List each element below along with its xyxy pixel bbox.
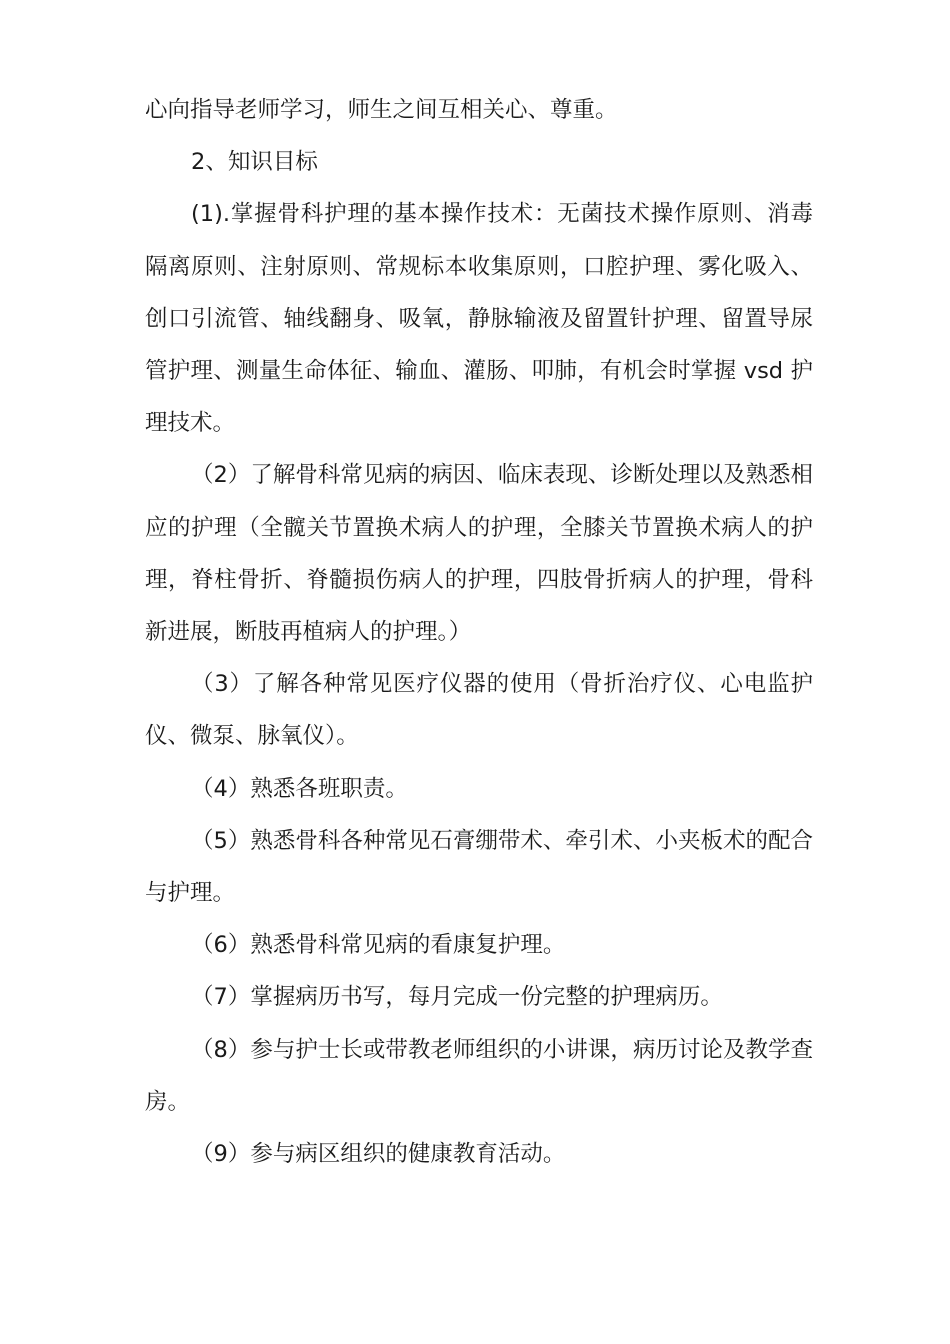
paragraph-item-9: （9）参与病区组织的健康教育活动。 <box>191 1141 566 1168</box>
paragraph-item-2: （2）了解骨科常见病的病因、临床表现、诊断处理以及熟悉相应的护理（全髋关节置换术病人的护理，全膝关节置换术病人的护理，脊柱骨折、脊髓损伤病人的护理，四肢骨折病人的护理，骨科新进展，断肢再植病人的护理。） <box>145 462 813 646</box>
paragraph-item-3: （3）了解各种常见医疗仪器的使用（骨折治疗仪、心电监护仪、微泵、脉氧仪）。 <box>145 671 813 750</box>
paragraph-item-8: （8）参与护士长或带教老师组织的小讲课，病历讨论及教学查房。 <box>145 1036 813 1115</box>
paragraph-item-4: （4）熟悉各班职责。 <box>191 775 408 802</box>
document-body <box>145 84 813 1180</box>
paragraph-item-6: （6）熟悉骨科常见病的看康复护理。 <box>191 932 566 959</box>
section-heading-knowledge-goals: 2、知识目标 <box>191 149 318 176</box>
paragraph-continuation: 心向指导老师学习，师生之间互相关心、尊重。 <box>145 97 618 123</box>
paragraph-item-1: (1).掌握骨科护理的基本操作技术：无菌技术操作原则、消毒隔离原则、注射原则、常规标本收集原则，口腔护理、雾化吸入、创口引流管、轴线翻身、吸氧，静脉输液及留置针护理、留置导尿管护理、测量生命体征、输血、灌肠、叩肺，有机会时掌握 vsd 护理技术。 <box>145 201 813 437</box>
paragraph-item-7: （7）掌握病历书写，每月完成一份完整的护理病历。 <box>191 984 723 1011</box>
paragraph-item-5: （5）熟悉骨科各种常见石膏绷带术、牵引术、小夹板术的配合与护理。 <box>145 827 813 907</box>
